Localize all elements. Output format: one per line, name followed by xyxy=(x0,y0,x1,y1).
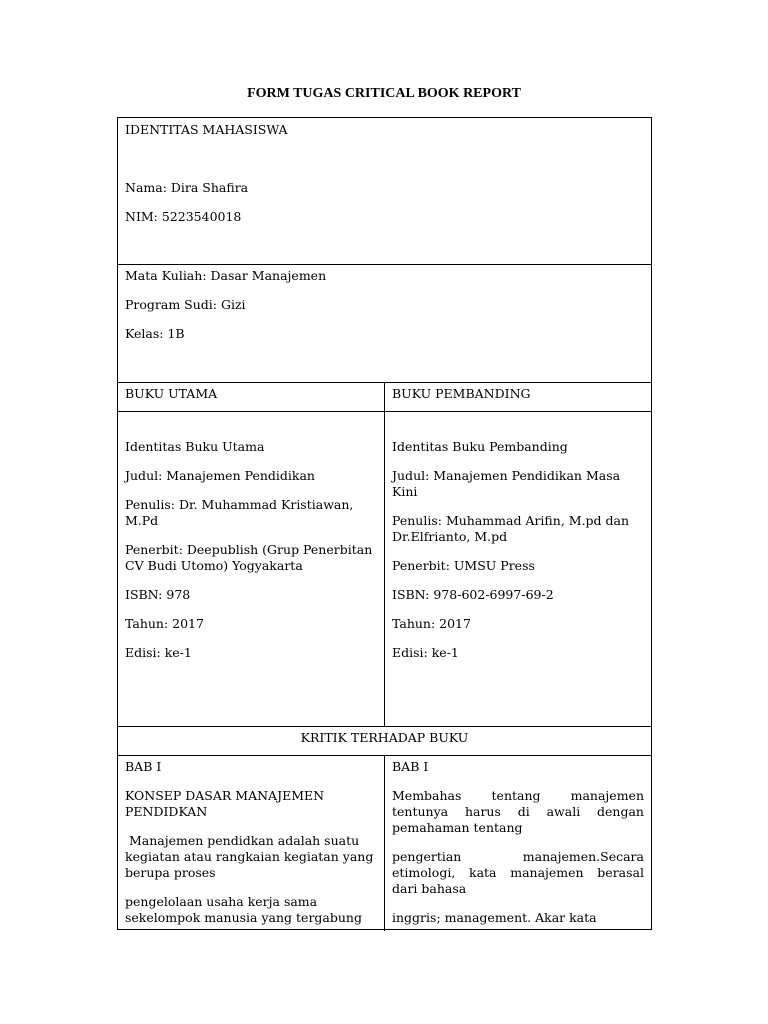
buku-utama-header: BUKU UTAMA xyxy=(125,386,218,401)
buku-pembanding-cell xyxy=(385,411,651,726)
identitas-header: IDENTITAS MAHASISWA xyxy=(125,122,288,137)
kritik-header: KRITIK TERHADAP BUKU xyxy=(300,730,469,745)
buku-pembanding-isbn: ISBN: 978-602-6997-69-2 xyxy=(392,587,554,602)
kelas-field: Kelas: 1B xyxy=(125,326,185,341)
page-title: FORM TUGAS CRITICAL BOOK REPORT xyxy=(247,86,521,101)
kritik-right-cell xyxy=(385,755,651,931)
nama-field: Nama: Dira Shafira xyxy=(125,180,249,195)
kuliah-cell xyxy=(118,264,651,382)
buku-utama-penulis: Penulis: Dr. Muhammad Kristiawan, M.Pd xyxy=(125,497,354,528)
buku-utama-edisi: Edisi: ke-1 xyxy=(125,645,192,660)
kritik-right-bab: BAB I xyxy=(392,759,429,774)
buku-utama-judul: Judul: Manajemen Pendidikan xyxy=(125,468,315,483)
kritik-left-para2: pengelolaan usaha kerja sama sekelompok manusia yang tergabung xyxy=(125,894,362,925)
identitas-mahasiswa-cell xyxy=(118,118,651,264)
kritik-left-bab: BAB I xyxy=(125,759,162,774)
buku-pembanding-edisi: Edisi: ke-1 xyxy=(392,645,459,660)
buku-utama-tahun: Tahun: 2017 xyxy=(125,616,204,631)
buku-pembanding-penulis: Penulis: Muhammad Arifin, M.pd dan Dr.Elfrianto, M.pd xyxy=(392,513,630,544)
mata-kuliah-field: Mata Kuliah: Dasar Manajemen xyxy=(125,268,327,283)
buku-utama-identitas: Identitas Buku Utama xyxy=(125,439,265,454)
kritik-left-heading: KONSEP DASAR MANAJEMEN PENDIDKAN xyxy=(125,788,325,819)
buku-pembanding-judul: Judul: Manajemen Pendidikan Masa Kini xyxy=(392,468,621,499)
kritik-right-para2: pengertian manajemen.Secara etimologi, kata manajemen berasal dari bahasa xyxy=(392,849,644,896)
kritik-right-para1: Membahas tentang manajemen tentunya harus di awali dengan pemahaman tentang xyxy=(392,788,644,835)
buku-pembanding-tahun: Tahun: 2017 xyxy=(392,616,471,631)
kritik-left-para1: Manajemen pendidkan adalah suatu kegiatan atau rangkaian kegiatan yang berupa proses xyxy=(125,833,378,880)
program-studi-field: Program Sudi: Gizi xyxy=(125,297,246,312)
buku-utama-isbn: ISBN: 978 xyxy=(125,587,191,602)
buku-pembanding-penerbit: Penerbit: UMSU Press xyxy=(392,558,535,573)
nim-field: NIM: 5223540018 xyxy=(125,209,242,224)
buku-utama-penerbit: Penerbit: Deepublish (Grup Penerbitan CV Budi Utomo) Yogyakarta xyxy=(125,542,373,573)
buku-pembanding-identitas: Identitas Buku Pembanding xyxy=(392,439,568,454)
report-form-table xyxy=(117,117,652,930)
kritik-left-cell xyxy=(118,755,384,931)
buku-pembanding-header: BUKU PEMBANDING xyxy=(392,386,531,401)
kritik-right-para3: inggris; management. Akar kata xyxy=(392,910,597,925)
buku-utama-cell xyxy=(118,411,384,726)
